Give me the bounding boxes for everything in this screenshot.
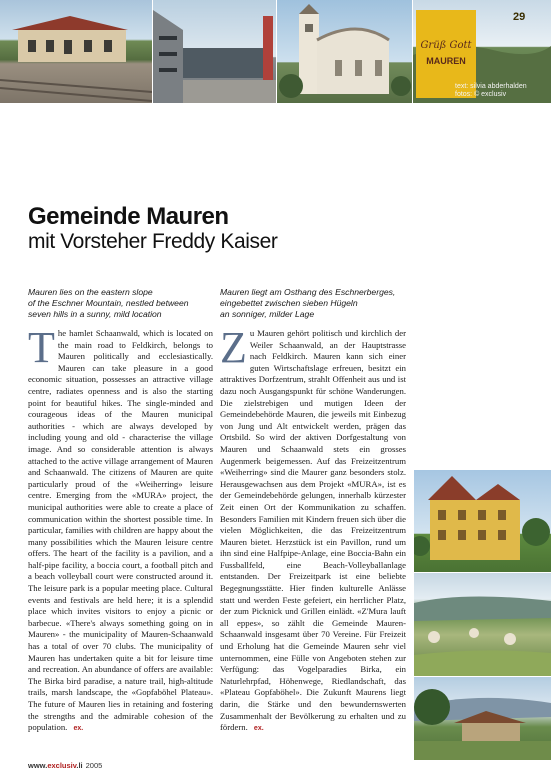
end-mark: ex.	[253, 725, 264, 733]
photo-pavilion	[414, 677, 551, 760]
page-number: 29	[513, 11, 526, 23]
railway-station-illustration	[0, 0, 152, 103]
footer-suffix: .li	[76, 761, 83, 770]
end-mark: ex.	[73, 725, 84, 733]
lede-line: seven hills in a sunny, mild location	[28, 309, 162, 319]
credit-text: text: silvia abderhalden	[455, 83, 527, 90]
footer-prefix: www.	[28, 761, 48, 770]
photo-church	[277, 0, 412, 103]
footer-brand: exclusiv	[47, 761, 77, 770]
modern-building-illustration	[153, 0, 276, 103]
lede-line: Mauren lies on the eastern slope	[28, 287, 153, 297]
lede-german	[220, 287, 395, 320]
photo-modern-building	[153, 0, 276, 103]
drop-cap: Z	[220, 323, 247, 372]
lede-line: of the Eschner Mountain, nestled between	[28, 298, 189, 308]
photo-landscape	[414, 573, 551, 676]
body-english-column	[28, 323, 213, 734]
church-illustration	[277, 0, 412, 103]
body-german-column	[220, 323, 406, 734]
photo-town-hall	[414, 470, 551, 572]
photo-railway-station	[0, 0, 152, 103]
pavilion-illustration	[414, 677, 551, 760]
sign-text-top: Grüß Gott	[420, 40, 472, 51]
lede-line: an sonniger, milder Lage	[220, 309, 315, 319]
body-german-text: u Mauren gehört politisch und kirchlich der Weiler Schaanwald, an der Hauptstrasse nach Feldkirch. Mauren kann sich einer guten Wirtschaftslage erfreuen, besitzt ein attraktives Dorfzentrum, strahlt Offenheit aus und ist dazu noch Ausgangspunkt für schöne Wanderungen. Die zielstrebigen und mutigen Ideen der Gemeindebehörde Mauren, die jeweils mit Einbezug von Jung und Alt entwickelt werden, prägen das Ortsbild. So wird der aktiven Dorfgestaltung von Mauren und Schaanwald stets ein grosses Augenmerk beigemessen. Auf das Freizeitzentrum «Weiherring» sind die Maurer ganz besonders stolz. Herausgewachsen aus dem Projekt «MURA», ist es der Gemeindebehörde gelungen, innerhalb kürzester Zeit einen Ort der Kommunikation zu schaffen. Besonders Familien mit Kindern freuen sich über die vielen Möglichkeiten, die das Freizeitzentrum Mauren bietet. Herzstück ist ein Pavillon, rund um ihn sind eine Halfpipe-Anlage, eine Boccia-Bahn ein Fussballfeld, eine Beach-Volleyballanlage entstanden. Der Freizeitpark ist eine beliebte Begegnungsstätte. Hier finden kulturelle Anlässe statt und werden Feste gefeiert, ein herrlicher Platz, der zum Picknick und Grillen einlädt. «Z'Mura lauft all eppes», so zählt die Gemeinde Mauren-Schaanwald insgesamt über 70 Vereine. Für Freizeit und Erholung hat die Gemeinde Mauren sehr viel unternommen, eine Fülle von Angeboten stehen zur Verfügung: das Vogelparadies Birka, ein Naturlehrpfad, Höhenwege, Riedlandschaft, das «Plateau Gopfaböhel». Die Zukunft Maurens liegt darin, die Stärke und den bewundernswerten Zusammenhalt der Bevölkerung zu erhalten und zu fördern.	[220, 328, 406, 733]
footer	[28, 761, 102, 770]
town-hall-illustration	[414, 470, 551, 572]
credit-photos: fotos: © exclusiv	[455, 91, 507, 98]
lede-line: Mauren liegt am Osthang des Eschnerberges,	[220, 287, 396, 297]
sign-text-bottom: MAUREN	[426, 56, 466, 66]
photo-credit	[455, 83, 527, 99]
landscape-illustration	[414, 573, 551, 676]
lede-english	[28, 287, 189, 320]
footer-year: 2005	[85, 761, 103, 770]
article-title: Gemeinde Mauren	[28, 203, 229, 230]
article-subtitle: mit Vorsteher Freddy Kaiser	[28, 230, 278, 253]
lede-line: eingebettet zwischen sieben Hügeln	[220, 298, 358, 308]
body-english-text: he hamlet Schaanwald, which is located on the main road to Feldkirch, belongs to Mauren politically and ecclesiastically. Mauren can take pleasure in a good economic situation, possesses an attractive village centre, radiates openness and is also the starting point for beautiful hikes. The single-minded and courageous ideas of the Mauren municipal authorities - which are always developed by including young and old - characterise the village image. And so considerable attention is always attached to the active village arrangement of Mauren and Schaanwald. The citizens of Mauren are quite particularly proud of the «Weiherring» leisure centre. Emerging from the «MURA» project, the municipal authorities were able to create a place of communication within the shortest possible time. In particular, families with children are happy about the many possibilities which the Mauren leisure centre offers. The heart of the facility is a pavilion, and a half-pipe facility, a boccia court, a football pitch and a beach volleyball court were constructed around it. The leisure park is a popular meeting place. Cultural events and festivals are held here; it is a splendid place which invites visitors to enjoy a picnic or barbecue. «There's always something going on in Mauren» - the municipality of Mauren-Schaanwald has a total of over 70 clubs. The municipality of Mauren has undertaken quite a bit for leisure time and recreation. An abundance of offers are available: The Birka bird paradise, a nature trail, high-altitude trails, marsh landscape, the «Gopfaböhel Plateau». The future of Mauren lies in retaining and fostering the strengths and the admirable cohesion of the population.	[28, 328, 213, 733]
drop-cap: T	[28, 323, 55, 372]
